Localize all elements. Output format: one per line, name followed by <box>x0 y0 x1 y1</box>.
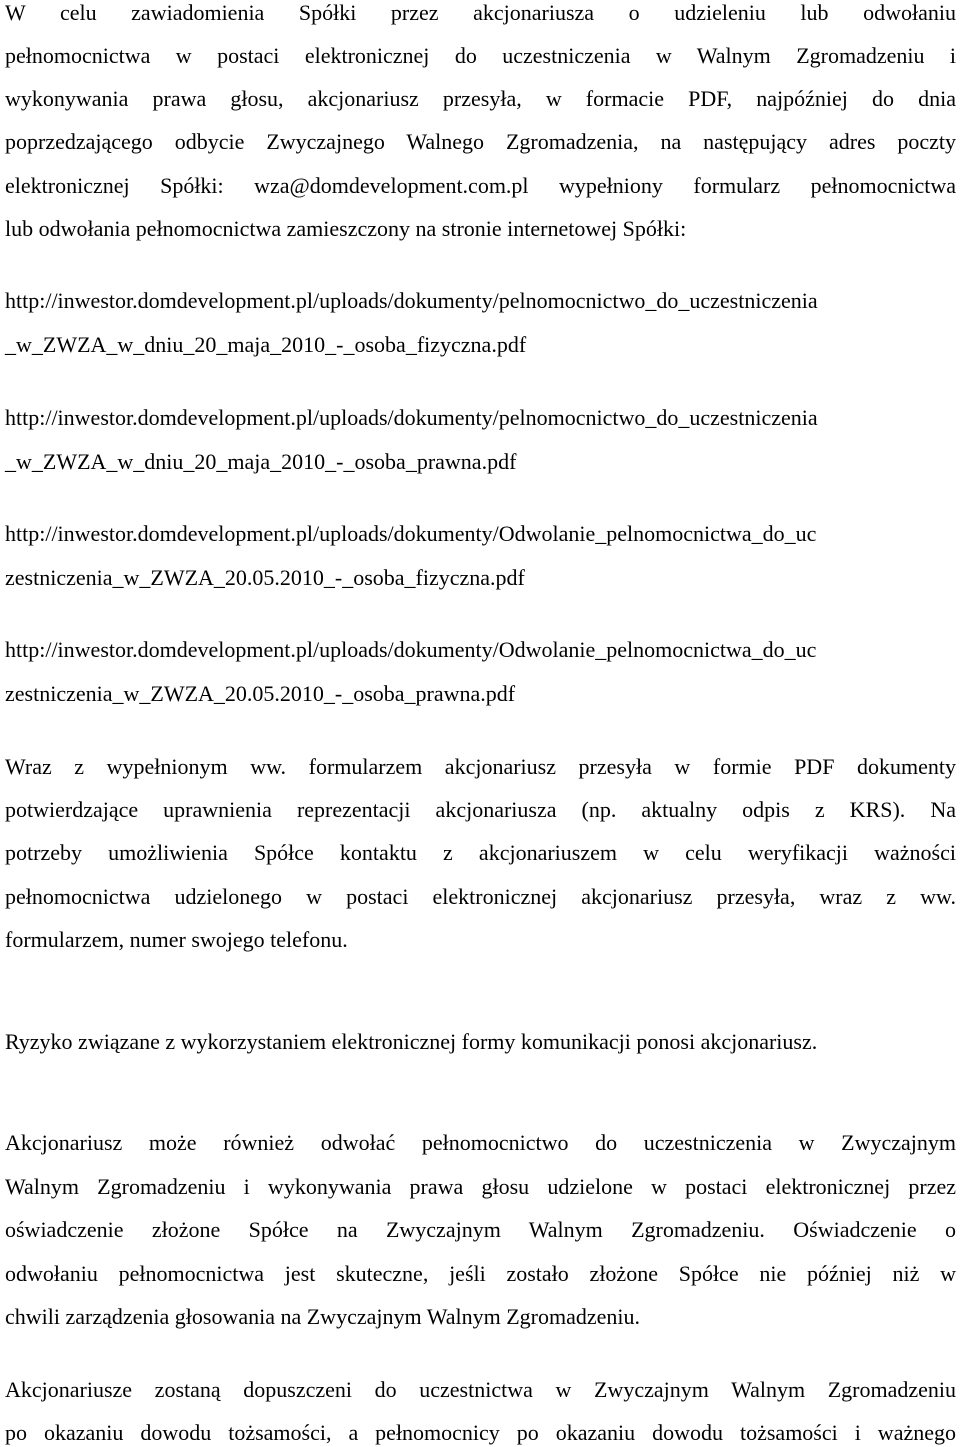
paragraph-1-line-2: pełnomocnictwa w postaci elektronicznej do uczestniczenia w Walnym Zgromadzeniu i <box>5 43 956 68</box>
paragraph-5-line-2: po okazaniu dowodu tożsamości, a pełnomocnicy po okazaniu dowodu tożsamości i ważnego <box>5 1420 956 1445</box>
paragraph-4-line-2: Walnym Zgromadzeniu i wykonywania prawa głosu udzielone w postaci elektronicznej przez <box>5 1174 956 1199</box>
paragraph-4-line-3: oświadczenie złożone Spółce na Zwyczajnym Walnym Zgromadzeniu. Oświadczenie o <box>5 1217 956 1242</box>
form-link-2-line-1: http://inwestor.domdevelopment.pl/uploads/dokumenty/pelnomocnictwo_do_uczestniczenia <box>5 405 818 430</box>
form-link-3-line-1: http://inwestor.domdevelopment.pl/uploads/dokumenty/Odwolanie_pelnomocnictwa_do_uc <box>5 521 817 546</box>
form-link-1-line-2: _w_ZWZA_w_dniu_20_maja_2010_-_osoba_fizyczna.pdf <box>5 332 527 357</box>
paragraph-1-line-4: poprzedzającego odbycie Zwyczajnego Walnego Zgromadzenia, na następujący adres poczty <box>5 129 956 154</box>
paragraph-1-line-6: lub odwołania pełnomocnictwa zamieszczony na stronie internetowej Spółki: <box>5 216 687 241</box>
form-link-3-line-2: zestniczenia_w_ZWZA_20.05.2010_-_osoba_fizyczna.pdf <box>5 565 525 590</box>
paragraph-2-line-1: Wraz z wypełnionym ww. formularzem akcjonariusz przesyła w formie PDF dokumenty <box>5 754 956 779</box>
paragraph-2-line-5: formularzem, numer swojego telefonu. <box>5 927 348 952</box>
paragraph-4-line-5: chwili zarządzenia głosowania na Zwyczajnym Walnym Zgromadzeniu. <box>5 1304 640 1329</box>
paragraph-5-line-1: Akcjonariusze zostaną dopuszczeni do uczestnictwa w Zwyczajnym Walnym Zgromadzeniu <box>5 1377 956 1402</box>
form-link-1-line-1: http://inwestor.domdevelopment.pl/uploads/dokumenty/pelnomocnictwo_do_uczestniczenia <box>5 288 818 313</box>
paragraph-2-line-2: potwierdzające uprawnienia reprezentacji akcjonariusza (np. aktualny odpis z KRS). Na <box>5 797 956 822</box>
paragraph-4-line-4: odwołaniu pełnomocnictwa jest skuteczne, jeśli zostało złożone Spółce nie później niż w <box>5 1261 956 1286</box>
paragraph-2-line-4: pełnomocnictwa udzielonego w postaci elektronicznej akcjonariusz przesyła, wraz z ww. <box>5 884 956 909</box>
form-link-2-line-2: _w_ZWZA_w_dniu_20_maja_2010_-_osoba_prawna.pdf <box>5 449 517 474</box>
paragraph-2-line-3: potrzeby umożliwienia Spółce kontaktu z akcjonariuszem w celu weryfikacji ważności <box>5 840 956 865</box>
form-link-4-line-1: http://inwestor.domdevelopment.pl/uploads/dokumenty/Odwolanie_pelnomocnictwa_do_uc <box>5 637 817 662</box>
paragraph-3-line-1: Ryzyko związane z wykorzystaniem elektronicznej formy komunikacji ponosi akcjonariusz. <box>5 1029 818 1054</box>
paragraph-1-line-1: W celu zawiadomienia Spółki przez akcjonariusza o udzieleniu lub odwołaniu <box>5 0 956 25</box>
form-link-4-line-2: zestniczenia_w_ZWZA_20.05.2010_-_osoba_prawna.pdf <box>5 681 516 706</box>
paragraph-1-line-5: elektronicznej Spółki: wza@domdevelopment.com.pl wypełniony formularz pełnomocnictwa <box>5 173 956 198</box>
paragraph-1-line-3: wykonywania prawa głosu, akcjonariusz przesyła, w formacie PDF, najpóźniej do dnia <box>5 86 956 111</box>
paragraph-4-line-1: Akcjonariusz może również odwołać pełnomocnictwo do uczestniczenia w Zwyczajnym <box>5 1130 956 1155</box>
